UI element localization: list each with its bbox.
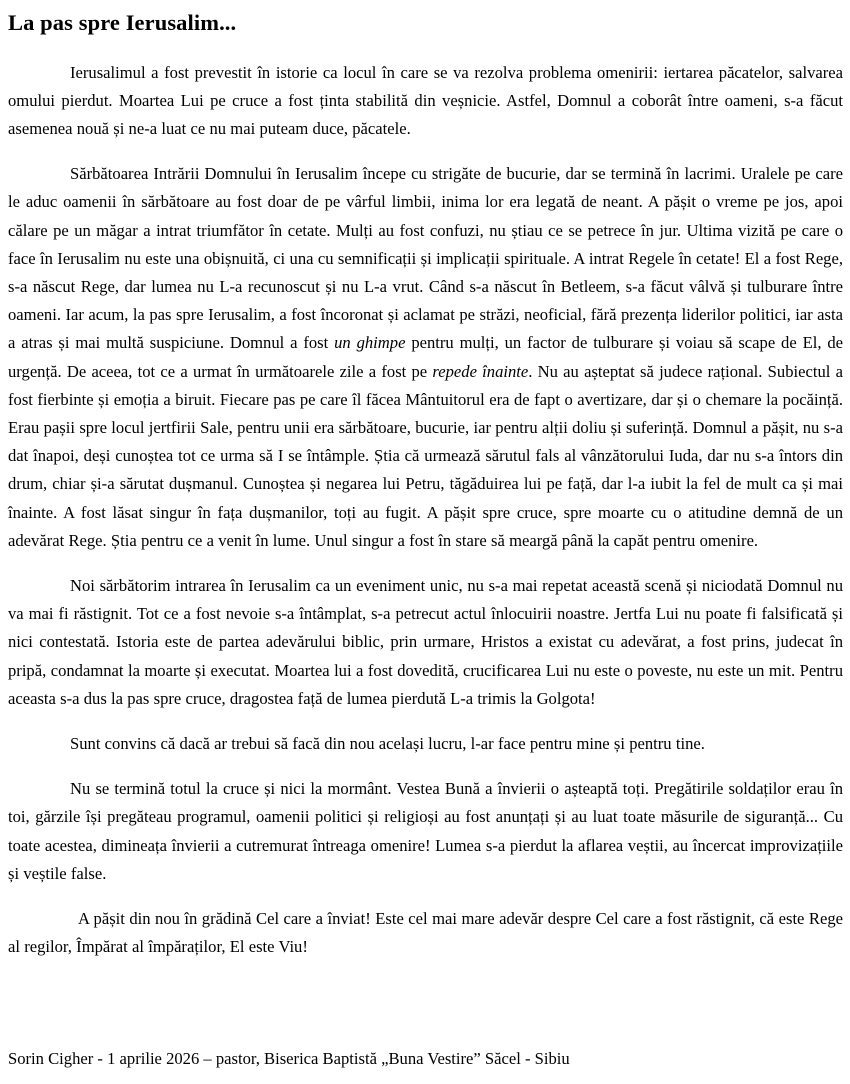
body-paragraph-6: A pășit din nou în grădină Cel care a înviat! Este cel mai mare adevăr despre Cel care a fost răstignit, că este Rege al regilor, Împărat al împăraților, El este Viu! — [8, 909, 843, 957]
body-paragraph-1: Ierusalimul a fost prevestit în istorie ca locul în care se va rezolva problema omenirii: iertarea păcatelor, salvarea omului pierdut. Moartea Lui pe cruce a fost ținta stabilită din veșnicie. Astfel, Domnul a coborât între oameni, s-a făcut asemenea nouă și ne-a luat ce nu mai puteam duce, păcatele. — [8, 62, 843, 138]
body-paragraph-5: Nu se termină totul la cruce și nici la mormânt. Vestea Bună a învierii o așteaptă toți. Pregătirile soldaților erau în toi, gărzile își pregăteau programul, oamenii politici și religioși au fost anunțați și au luat toate măsurile de siguranță... Cu toate acestea, dimineața învierii a cutremurat întreaga omenire! Lumea s-a pierdut la aflarea veștii, au încercat improvizațiile și veștile false. — [8, 779, 843, 883]
paragraph-text-segment: . Nu au așteptat să judece rațional. Subiectul a fost fierbinte și emoția a biruit. Fiecare pas pe care îl făcea Mântuitorul era de fapt o avertizare, dar și o chemare la pocăință. Erau pașii spre locul jertfirii Sale, pentru unii era sărbătoare, bucurie, iar pentru alții doliu și suferință. Domnul a pășit, nu s-a dat înapoi, deși cunoștea tot ce urma să I se întâmple. Știa că urmează sărutul fals al vânzătorului Iuda, dar nu s-a întors din drum, chiar și-a sărutat dușmanul. Cunoștea și negarea lui Petru, tăgăduirea lui pe față, dar l-a iubit la fel de mult ca și mai înainte. A fost lăsat singur în fața dușmanilor, toți au fugit. A pășit spre cruce, spre moarte cu o atitudine demnă de un adevărat Rege. Știa pentru ce a venit în lume. Unul singur a fost în stare să meargă până la capăt pentru omenire. — [8, 361, 843, 550]
author-signature-line: Sorin Cigher - 1 aprilie 2026 – pastor, Biserica Baptistă „Buna Vestire” Săcel - Sibiu — [8, 1048, 570, 1068]
paragraph-text-segment: Sărbătoarea Intrării Domnului în Ierusalim începe cu strigăte de bucurie, dar se termină în lacrimi. Uralele pe care le aduc oamenii în sărbătoare au fost doar de pe vârful limbii, inima lor era legată de neant. A pășit o vreme pe jos, apoi călare pe un măgar a intrat triumfător în cetate. Mulți au fost confuzi, nu știau ce se petrece în jur. Ultima vizită pe care o face în Ierusalim nu este una obișnuită, ci una cu semnificații și implicații spirituale. A intrat Regele în cetate! El a fost Rege, s-a născut Rege, dar lumea nu L-a recunoscut și nu L-a vrut. Când s-a născut în Betleem, s-a făcut vâlvă și tulburare între oameni. Iar acum, la pas spre Ierusalim, a fost încoronat și aclamat pe străzi, neoficial, fără prezența liderilor politici, iar asta a atras și mai multă suspiciune. Domnul a fost — [8, 164, 843, 353]
emphasis-un-ghimpe: un ghimpe — [334, 333, 406, 353]
body-paragraph-4: Sunt convins că dacă ar trebui să facă din nou același lucru, l-ar face pentru mine și pentru tine. — [70, 734, 705, 754]
body-paragraph-2 — [8, 160, 843, 555]
paragraph-text-segment: pentru mulți, un factor de tulburare și voiau să scape de El, de urgență. De aceea, tot ce a urmat în următoarele zile a fost pe — [8, 333, 844, 381]
emphasis-repede-inainte: repede înainte — [432, 361, 529, 381]
body-paragraph-3: Noi sărbătorim intrarea în Ierusalim ca un eveniment unic, nu s-a mai repetat această scenă și niciodată Domnul nu va mai fi răstignit. Tot ce a fost nevoie s-a întâmplat, s-a petrecut actul înlocuirii noastre. Jertfa Lui nu poate fi falsificată și nici contestată. Istoria este de partea adevărului biblic, prin urmare, Hristos a existat cu adevărat, a fost prins, judecat în pripă, condamnat la moarte și executat. Moartea lui a fost dovedită, crucificarea Lui nu este o poveste, nu este un mit. Pentru aceasta s-a dus la pas spre cruce, dragostea față de lumea pierdută L-a trimis la Golgota! — [8, 576, 843, 708]
page-title: La pas spre Ierusalim... — [8, 10, 237, 35]
